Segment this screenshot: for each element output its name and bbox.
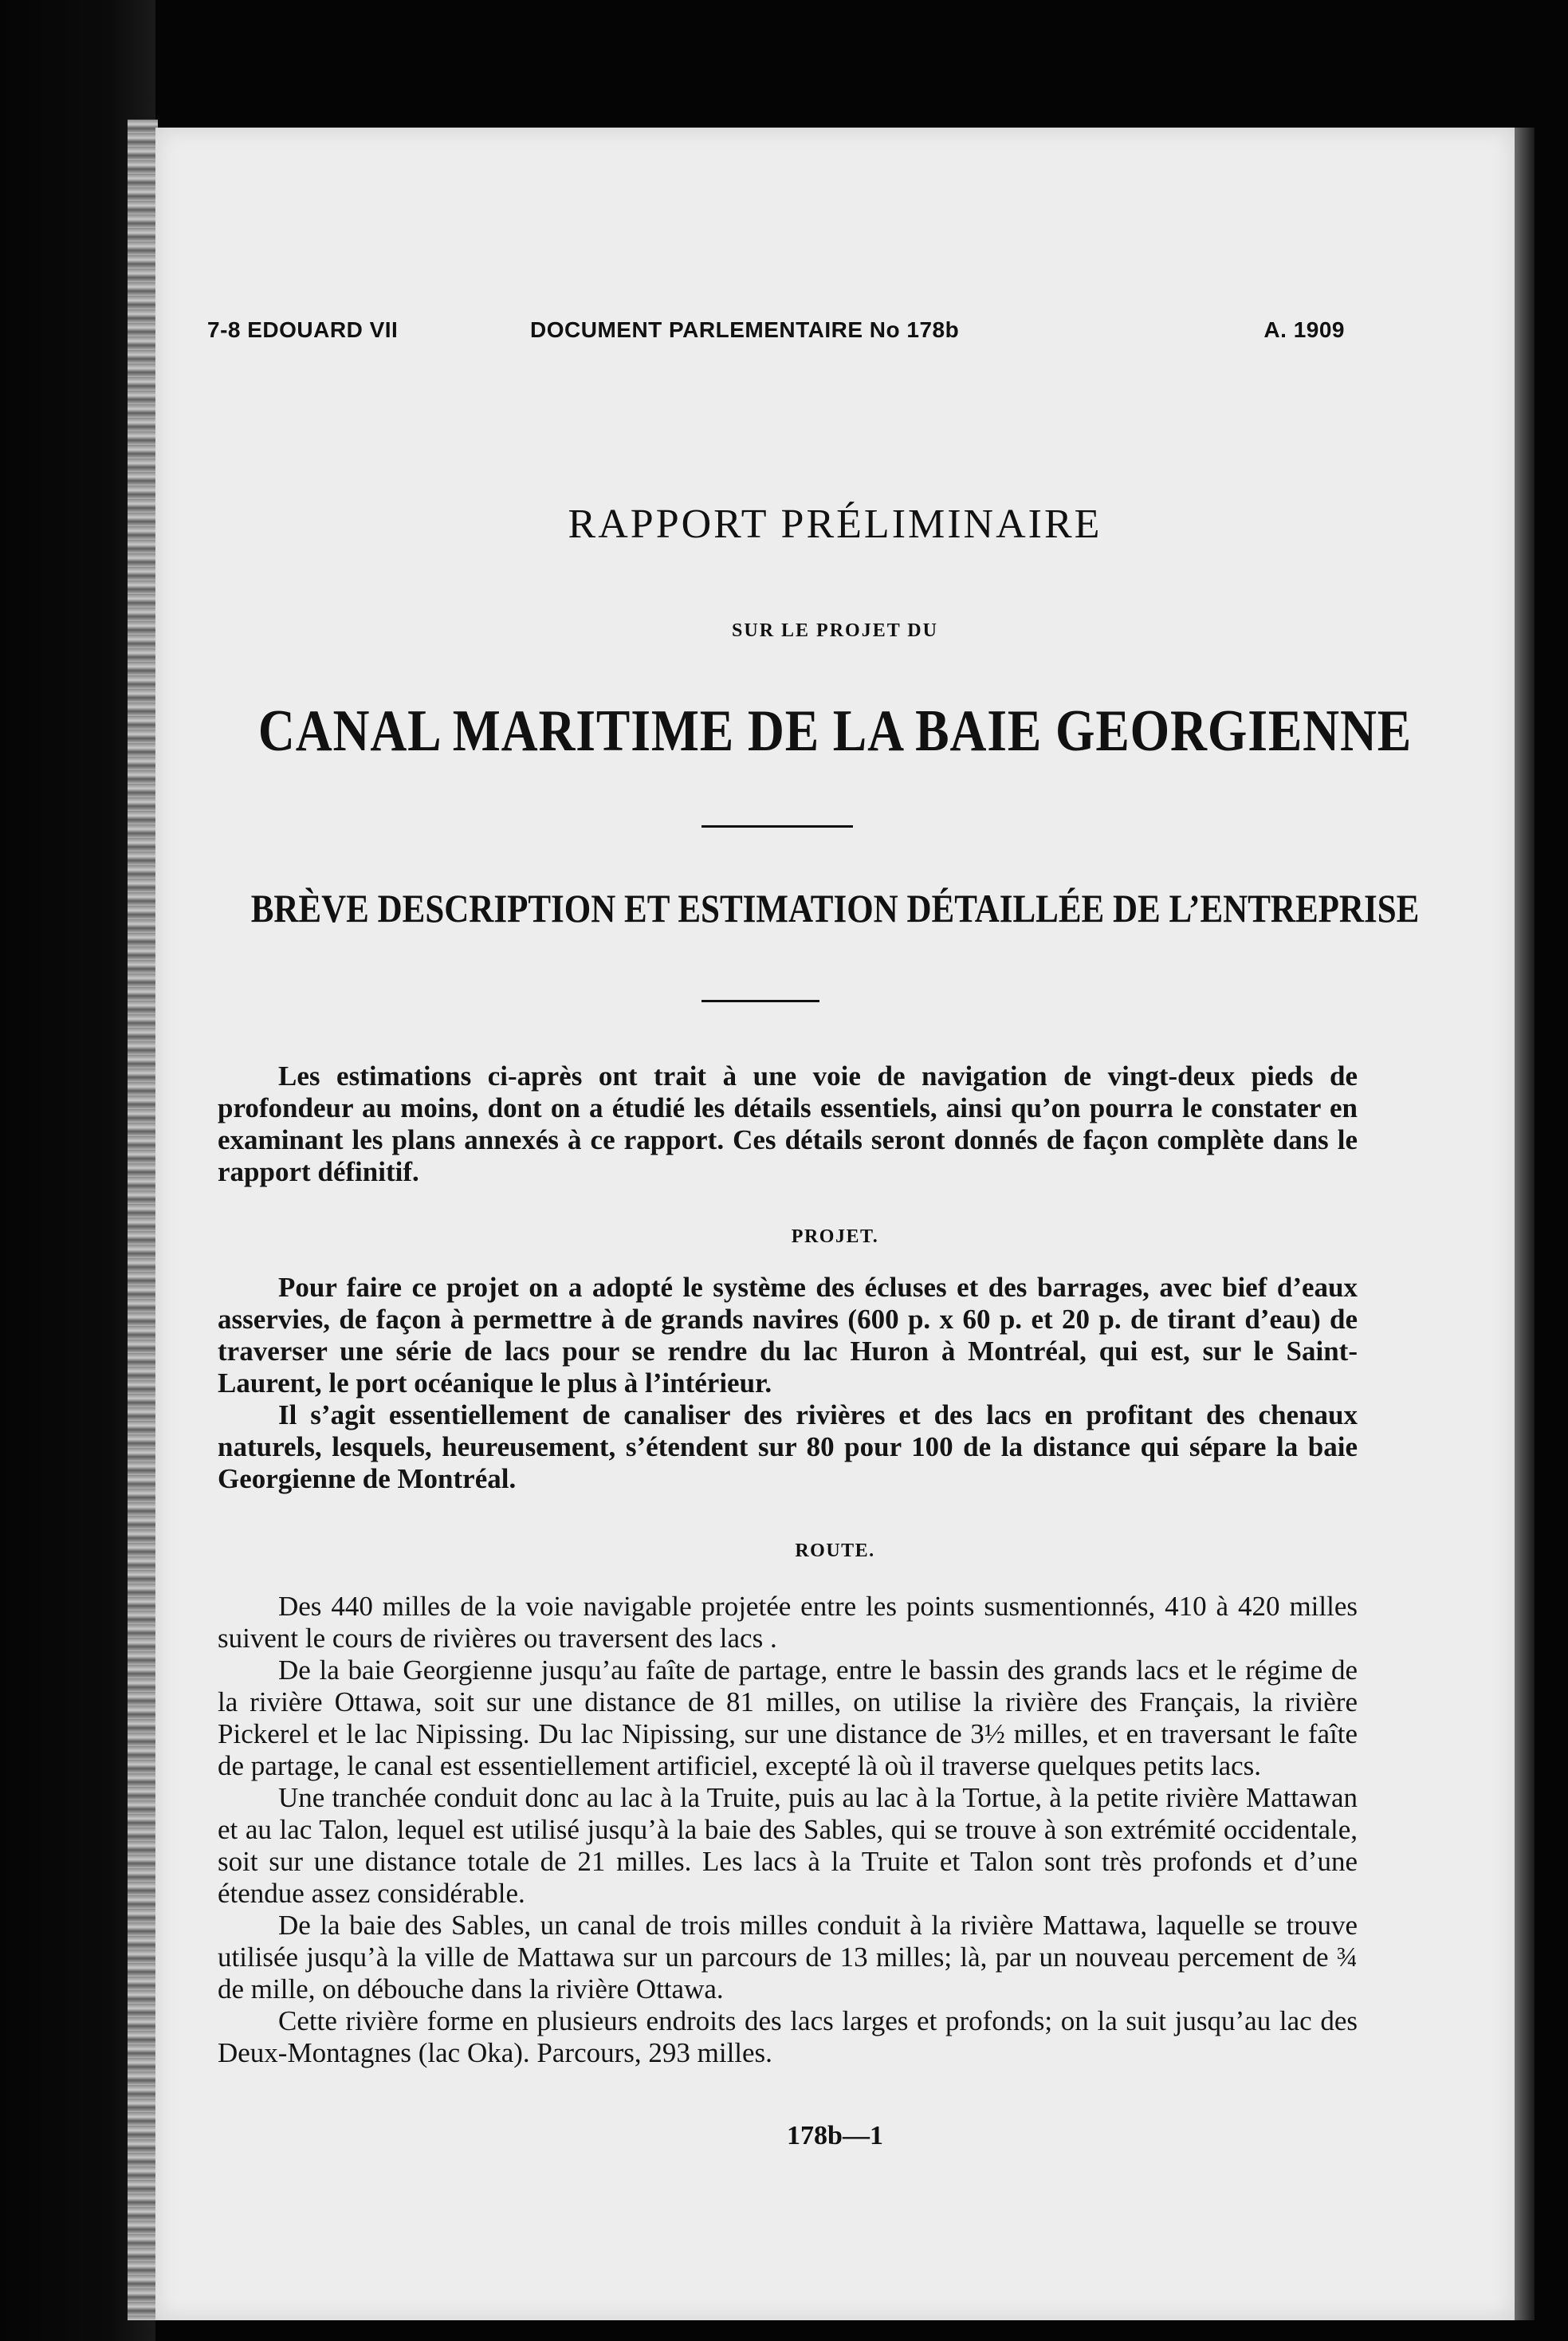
page-stack-edge bbox=[128, 120, 158, 2320]
route-section bbox=[218, 1591, 1358, 2069]
header-document-number: DOCUMENT PARLEMENTAIRE No 178b bbox=[530, 317, 960, 342]
route-paragraph: Une tranchée conduit donc au lac à la Truite, puis au lac à la Tortue, à la petite rivière Mattawan et au lac Talon, lequel est utilisé jusqu’à la baie des Sables, qui se trouve à son extrémité occidentale, soit sur une distance totale de 21 milles. Les lacs à la Truite et Talon sont très profonds et d’une étendue assez considérable. bbox=[218, 1782, 1358, 1909]
route-paragraph: De la baie des Sables, un canal de trois milles conduit à la rivière Mattawa, laquelle se trouve utilisée jusqu’à la ville de Mattawa sur un parcours de 13 milles; là, par un nouveau percement de ¾ de mille, on débouche dans la rivière Ottawa. bbox=[218, 1910, 1358, 2005]
route-paragraph: De la baie Georgienne jusqu’au faîte de partage, entre le bassin des grands lacs et le régime de la rivière Ottawa, soit sur une distance de 81 milles, on utilise la rivière des Français, la rivière Pickerel et le lac Nipissing. Du lac Nipissing, sur une distance de 3½ milles, et en traversant le faîte de partage, le canal est essentiellement artificiel, excepté là où il traverse quelques petits lacs. bbox=[218, 1654, 1358, 1781]
report-title: RAPPORT PRÉLIMINAIRE bbox=[568, 502, 1102, 547]
section-heading-projet: PROJET. bbox=[791, 1226, 879, 1247]
projet-paragraph: Pour faire ce projet on a adopté le système des écluses et des barrages, avec bief d’eaux asservies, de façon à permettre à de grands navires (600 p. x 60 p. et 20 p. de tirant d’eau) de traverser une série de lacs pour se rendre du lac Huron à Montréal, qui est, sur le Saint-Laurent, le port océanique le plus à l’intérieur. bbox=[218, 1272, 1358, 1399]
page-right-shadow bbox=[1515, 128, 1535, 2320]
canal-title: CANAL MARITIME DE LA BAIE GEORGIENNE bbox=[257, 698, 1413, 764]
intro-section bbox=[218, 1060, 1358, 1188]
route-paragraph: Des 440 milles de la voie navigable projetée entre les points susmentionnés, 410 à 420 milles suivent le cours de rivières ou traversent des lacs . bbox=[218, 1591, 1358, 1654]
divider-rule bbox=[701, 1000, 819, 1002]
running-header bbox=[155, 317, 1515, 352]
projet-paragraph: Il s’agit essentiellement de canaliser des rivières et des lacs en profitant des chenaux naturels, lesquels, heureusement, s’étendent sur 80 pour 100 de la distance qui sépare la baie Georgienne de Montréal. bbox=[218, 1399, 1358, 1494]
header-regnal-year: 7-8 EDOUARD VII bbox=[207, 317, 399, 342]
header-year: A. 1909 bbox=[1263, 317, 1345, 342]
intro-paragraph: Les estimations ci-après ont trait à une voie de navigation de vingt-deux pieds de profondeur au moins, dont on a étudié les détails essentiels, ainsi qu’on pourra le constater en examinant les plans annexés à ce rapport. Ces détails seront donnés de façon complète dans le rapport définitif. bbox=[218, 1060, 1358, 1187]
route-paragraph: Cette rivière forme en plusieurs endroits des lacs larges et profonds; on la suit jusqu’au lac des Deux-Montagnes (lac Oka). Parcours, 293 milles. bbox=[218, 2005, 1358, 2068]
projet-section bbox=[218, 1272, 1358, 1495]
report-subtitle: SUR LE PROJET DU bbox=[732, 620, 938, 641]
divider-rule bbox=[701, 825, 853, 828]
section-heading-route: ROUTE. bbox=[795, 1540, 875, 1561]
description-title: BRÈVE DESCRIPTION ET ESTIMATION DÉTAILLÉE DE L’ENTREPRISE bbox=[250, 886, 1420, 930]
page-code: 178b—1 bbox=[787, 2121, 883, 2150]
